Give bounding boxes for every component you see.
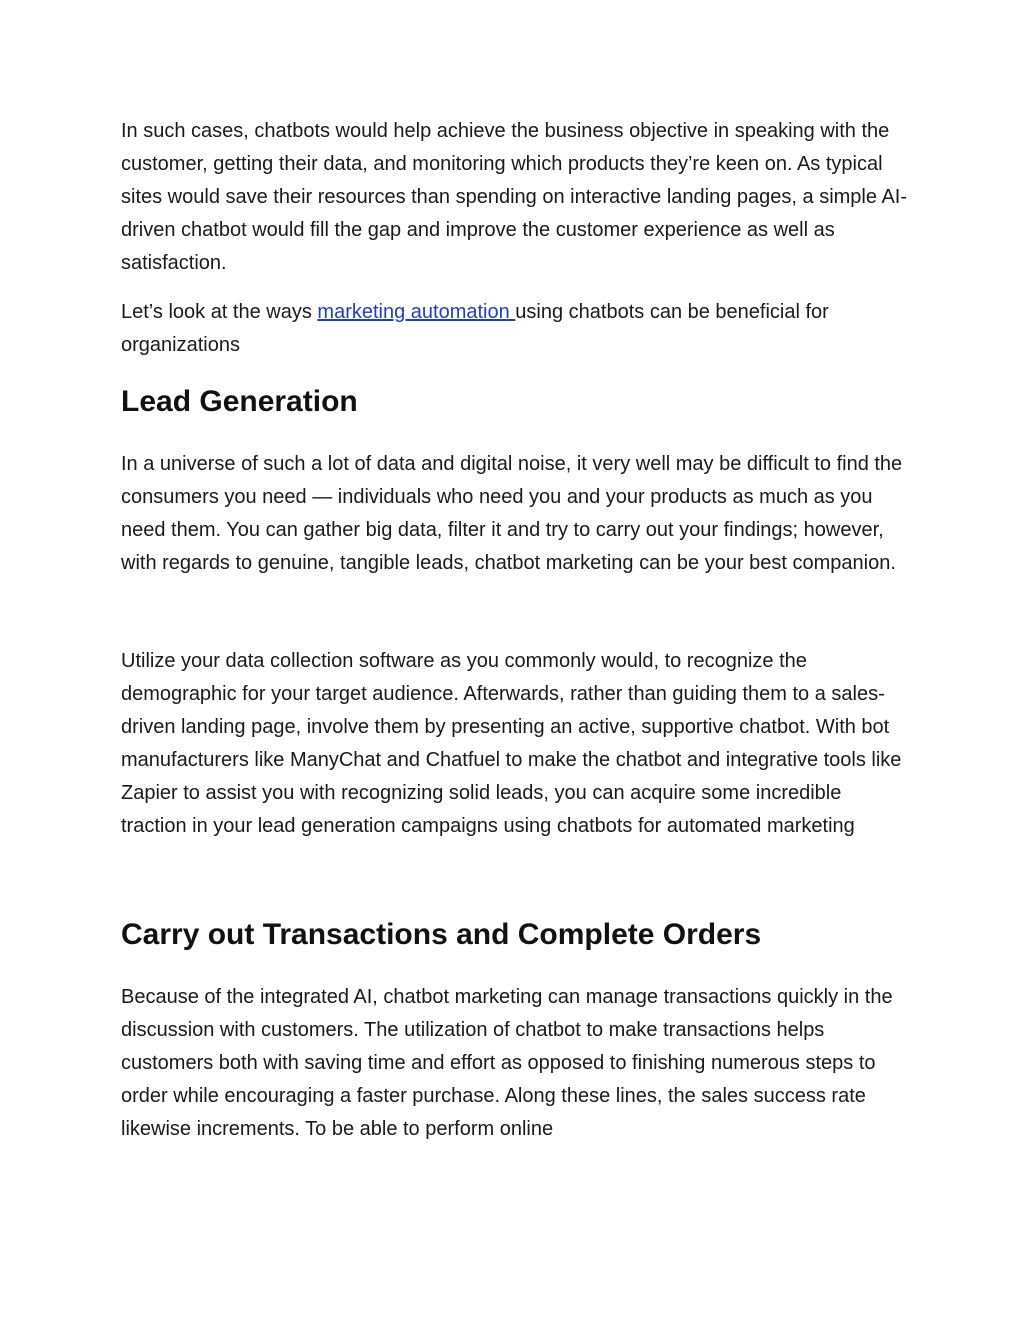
lead-generation-heading: Lead Generation xyxy=(121,385,358,418)
intro-paragraph: In such cases, chatbots would help achieve the business objective in speaking with the customer, getting their data, and monitoring which products they’re keen on. As typical sites would save their resources than spending on interactive landing pages, a simple AI-driven chatbot would fill the gap and improve the customer experience as well as satisfaction. xyxy=(121,120,908,274)
intro-text-after-link: using chatbots can be beneficial for organizations xyxy=(121,301,829,356)
lead-generation-paragraph-2: Utilize your data collection software as you commonly would, to recognize the demographic for your target audience. Afterwards, rather than guiding them to a sales-driven landing page, involve them by presenting an active, supportive chatbot. With bot manufacturers like ManyChat and Chatfuel to make the chatbot and integrative tools like Zapier to assist you with recognizing solid leads, you can acquire some incredible traction in your lead generation campaigns using chatbots for automated marketing xyxy=(121,650,902,837)
intro-text-before-link: Let’s look at the ways xyxy=(121,301,318,323)
intro-paragraph-2 xyxy=(121,296,911,362)
marketing-automation-link[interactable]: marketing automation xyxy=(317,301,516,323)
transactions-paragraph: Because of the integrated AI, chatbot marketing can manage transactions quickly in the discussion with customers. The utilization of chatbot to make transactions helps customers both with saving time and effort as opposed to finishing numerous steps to order while encouraging a faster purchase. Along these lines, the sales success rate likewise increments. To be able to perform online xyxy=(121,986,893,1140)
transactions-heading: Carry out Transactions and Complete Orders xyxy=(121,918,762,951)
document-page xyxy=(121,115,911,1146)
lead-generation-paragraph-1: In a universe of such a lot of data and digital noise, it very well may be difficult to find the consumers you need — individuals who need you and your products as much as you need them. You can gather big data, filter it and try to carry out your findings; however, with regards to genuine, tangible leads, chatbot marketing can be your best companion. xyxy=(121,453,903,574)
